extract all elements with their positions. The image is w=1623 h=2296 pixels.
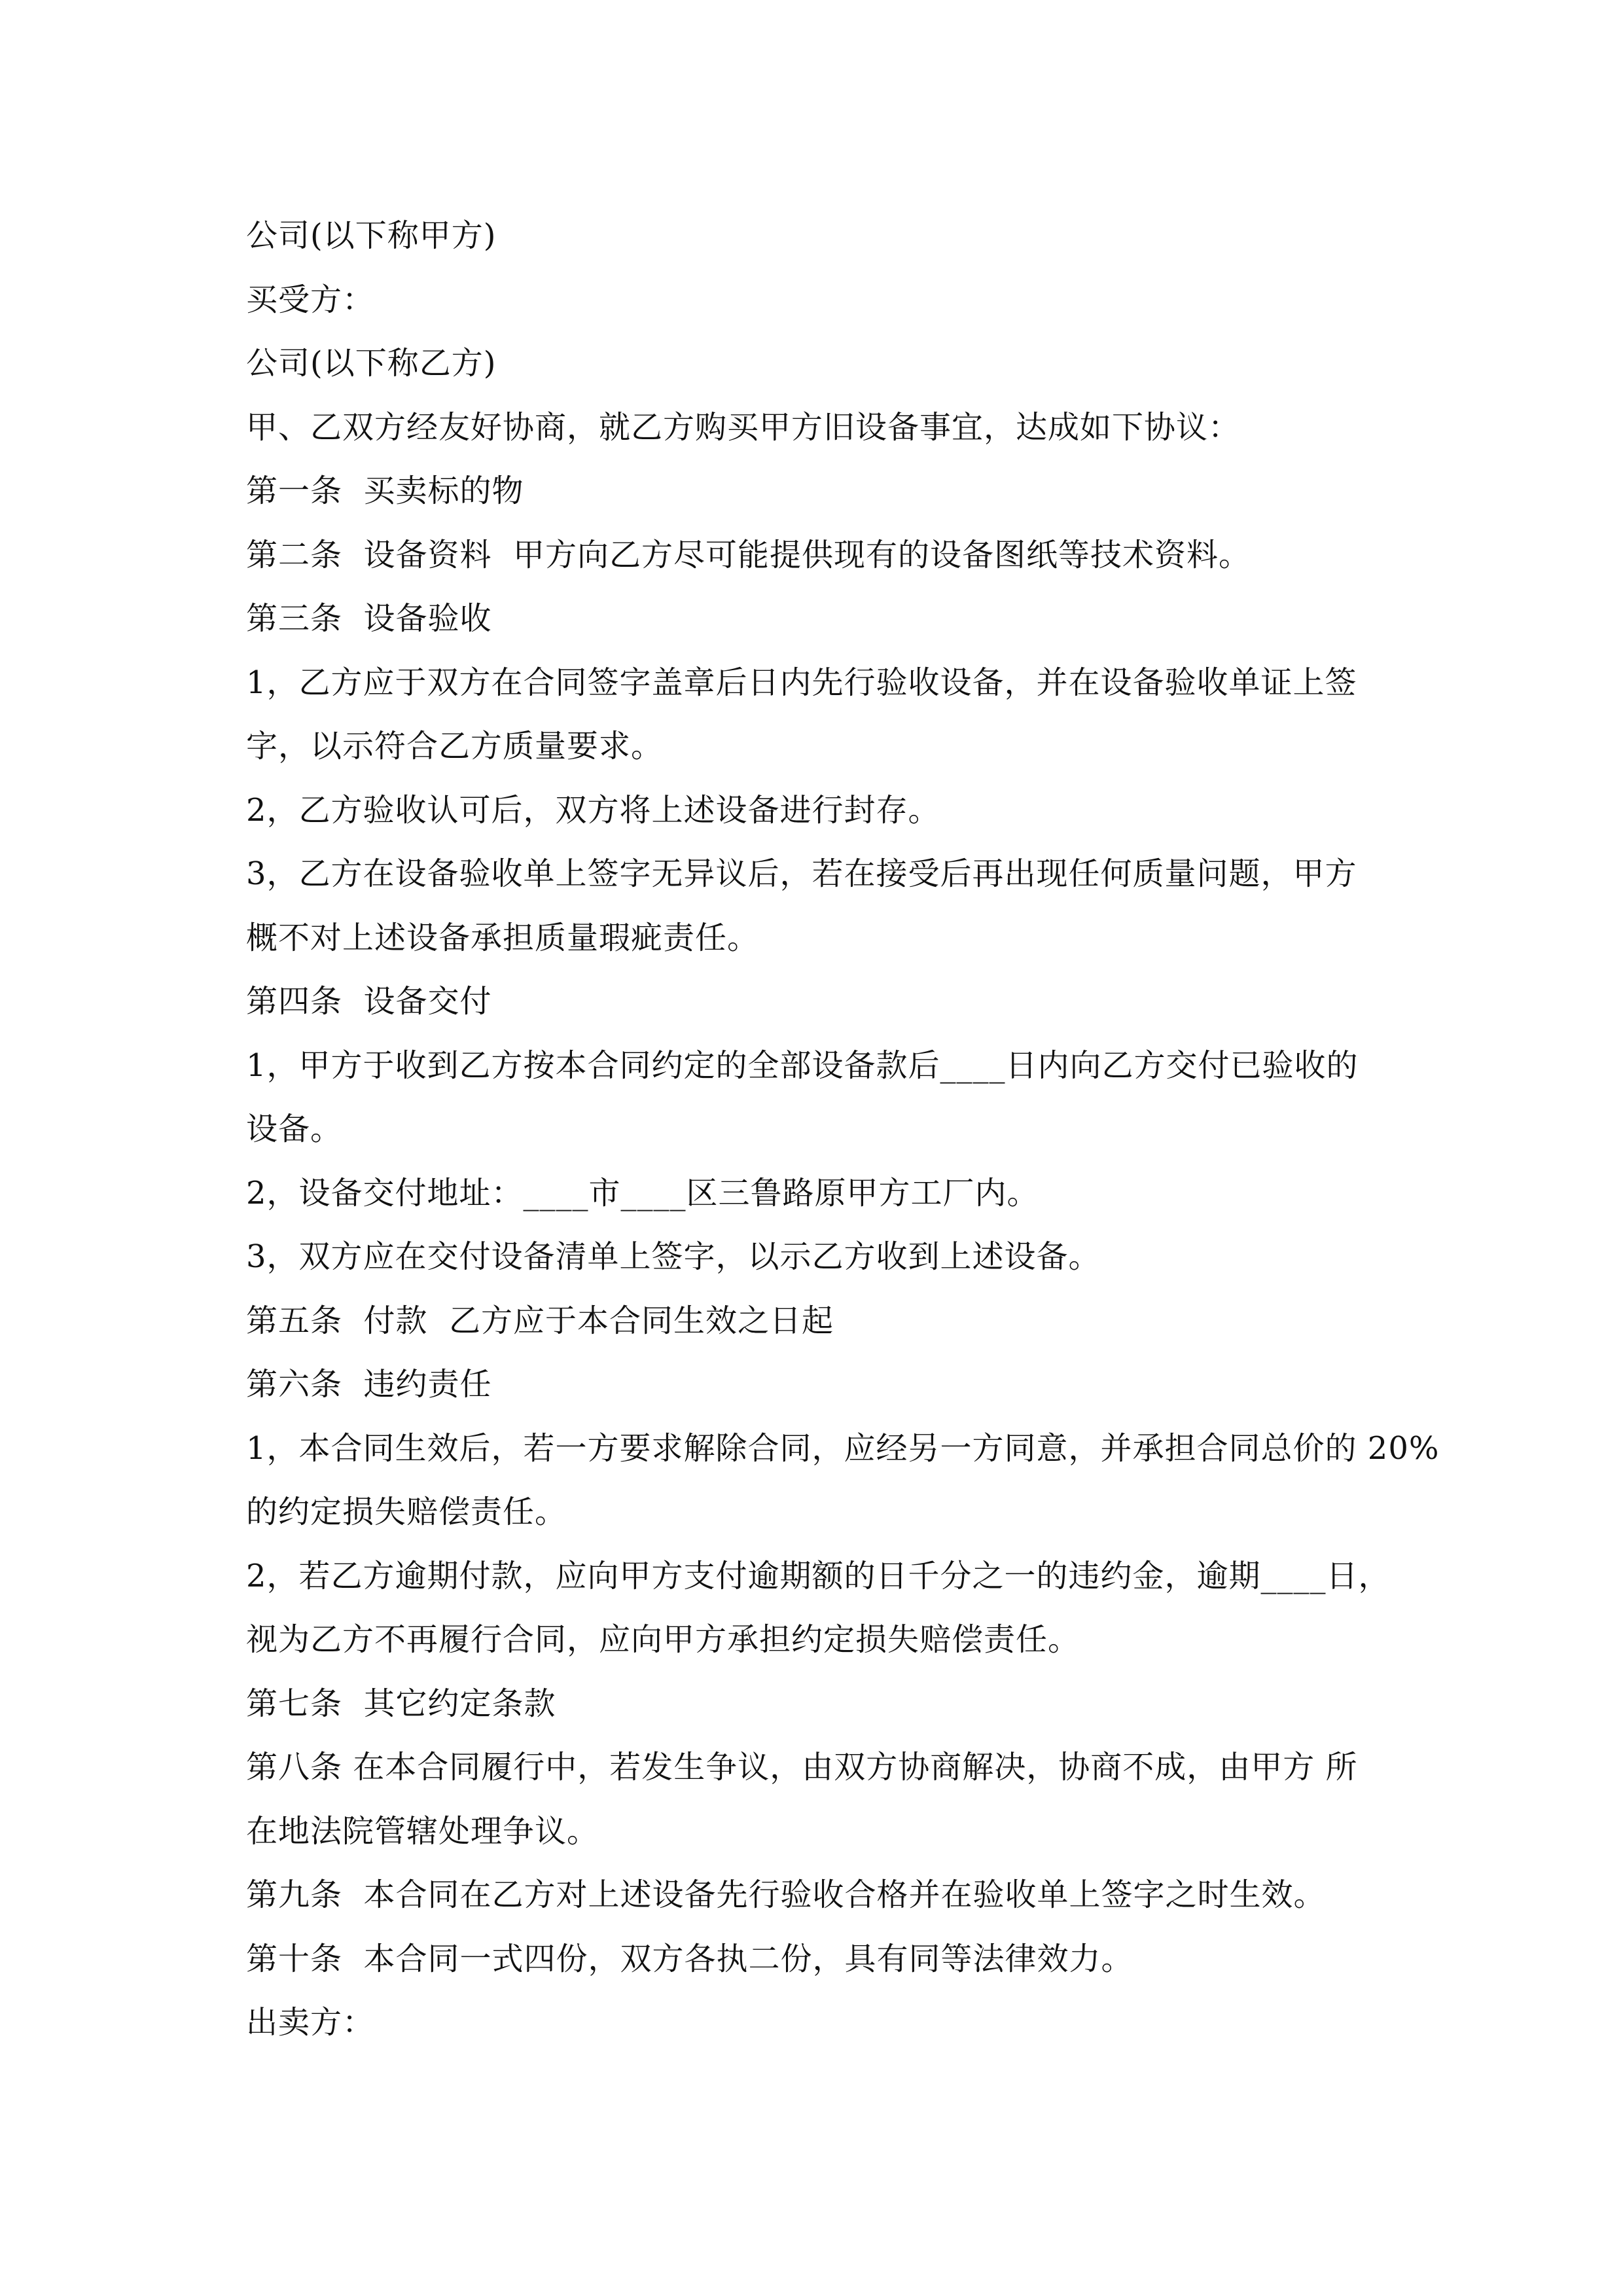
article-3-clause-3-cont: 概不对上述设备承担质量瑕疵责任。 [246,919,760,956]
article-10-text: 第十条 本合同一式四份，双方各执二份，具有同等法律效力。 [246,1940,1133,1977]
article-1-heading: 第一条 买卖标的物 [246,473,524,509]
article-4-clause-1: 1，甲方于收到乙方按本合同约定的全部设备款后____日内向乙方交付已验收的 [246,1047,1359,1084]
article-3-clause-1: 1，乙方应于双方在合同签字盖章后日内先行验收设备，并在设备验收单证上签 [246,664,1357,701]
article-4-heading: 第四条 设备交付 [246,983,492,1020]
article-8-text: 第八条 在本合同履行中，若发生争议，由双方协商解决，协商不成，由甲方 所 [246,1749,1358,1785]
buyer-label: 买受方： [246,281,375,318]
article-4-clause-1-cont: 设备。 [246,1111,343,1147]
article-6-clause-1-cont: 的约定损失赔偿责任。 [246,1494,567,1530]
article-7-heading: 第七条 其它约定条款 [246,1685,556,1722]
article-6-clause-2-cont: 视为乙方不再履行合同，应向甲方承担约定损失赔偿责任。 [246,1621,1080,1658]
article-3-clause-2: 2，乙方验收认可后，双方将上述设备进行封存。 [246,791,940,829]
article-3-heading: 第三条 设备验收 [246,600,492,637]
article-3-clause-1-cont: 字，以示符合乙方质量要求。 [246,728,664,764]
article-6-clause-1: 1，本合同生效后，若一方要求解除合同，应经另一方同意，并承担合同总价的 20% [246,1429,1440,1467]
article-3-clause-3: 3，乙方在设备验收单上签字无异议后，若在接受后再出现任何质量问题，甲方 [246,855,1357,892]
article-4-clause-2: 2，设备交付地址：____市____区三鲁路原甲方工厂内。 [246,1174,1039,1211]
party-b-company-line: 公司(以下称乙方) [246,345,497,382]
article-4-clause-3: 3，双方应在交付设备清单上签字，以示乙方收到上述设备。 [246,1238,1101,1275]
article-6-heading: 第六条 违约责任 [246,1366,492,1403]
contract-body [246,204,1440,2055]
article-6-clause-2: 2，若乙方逾期付款，应向甲方支付逾期额的日千分之一的违约金，逾期____日， [246,1557,1391,1594]
article-5-text: 第五条 付款 乙方应于本合同生效之日起 [246,1302,834,1339]
article-2-text: 第二条 设备资料 甲方向乙方尽可能提供现有的设备图纸等技术资料。 [246,536,1251,573]
party-a-company-line: 公司(以下称甲方) [246,217,497,254]
article-8-text-cont: 在地法院管辖处理争议。 [246,1812,599,1850]
article-9-text: 第九条 本合同在乙方对上述设备先行验收合格并在验收单上签字之时生效。 [246,1876,1326,1913]
seller-label: 出卖方： [246,2004,375,2041]
agreement-intro: 甲、乙双方经友好协商，就乙方购买甲方旧设备事宜，达成如下协议： [246,408,1241,446]
